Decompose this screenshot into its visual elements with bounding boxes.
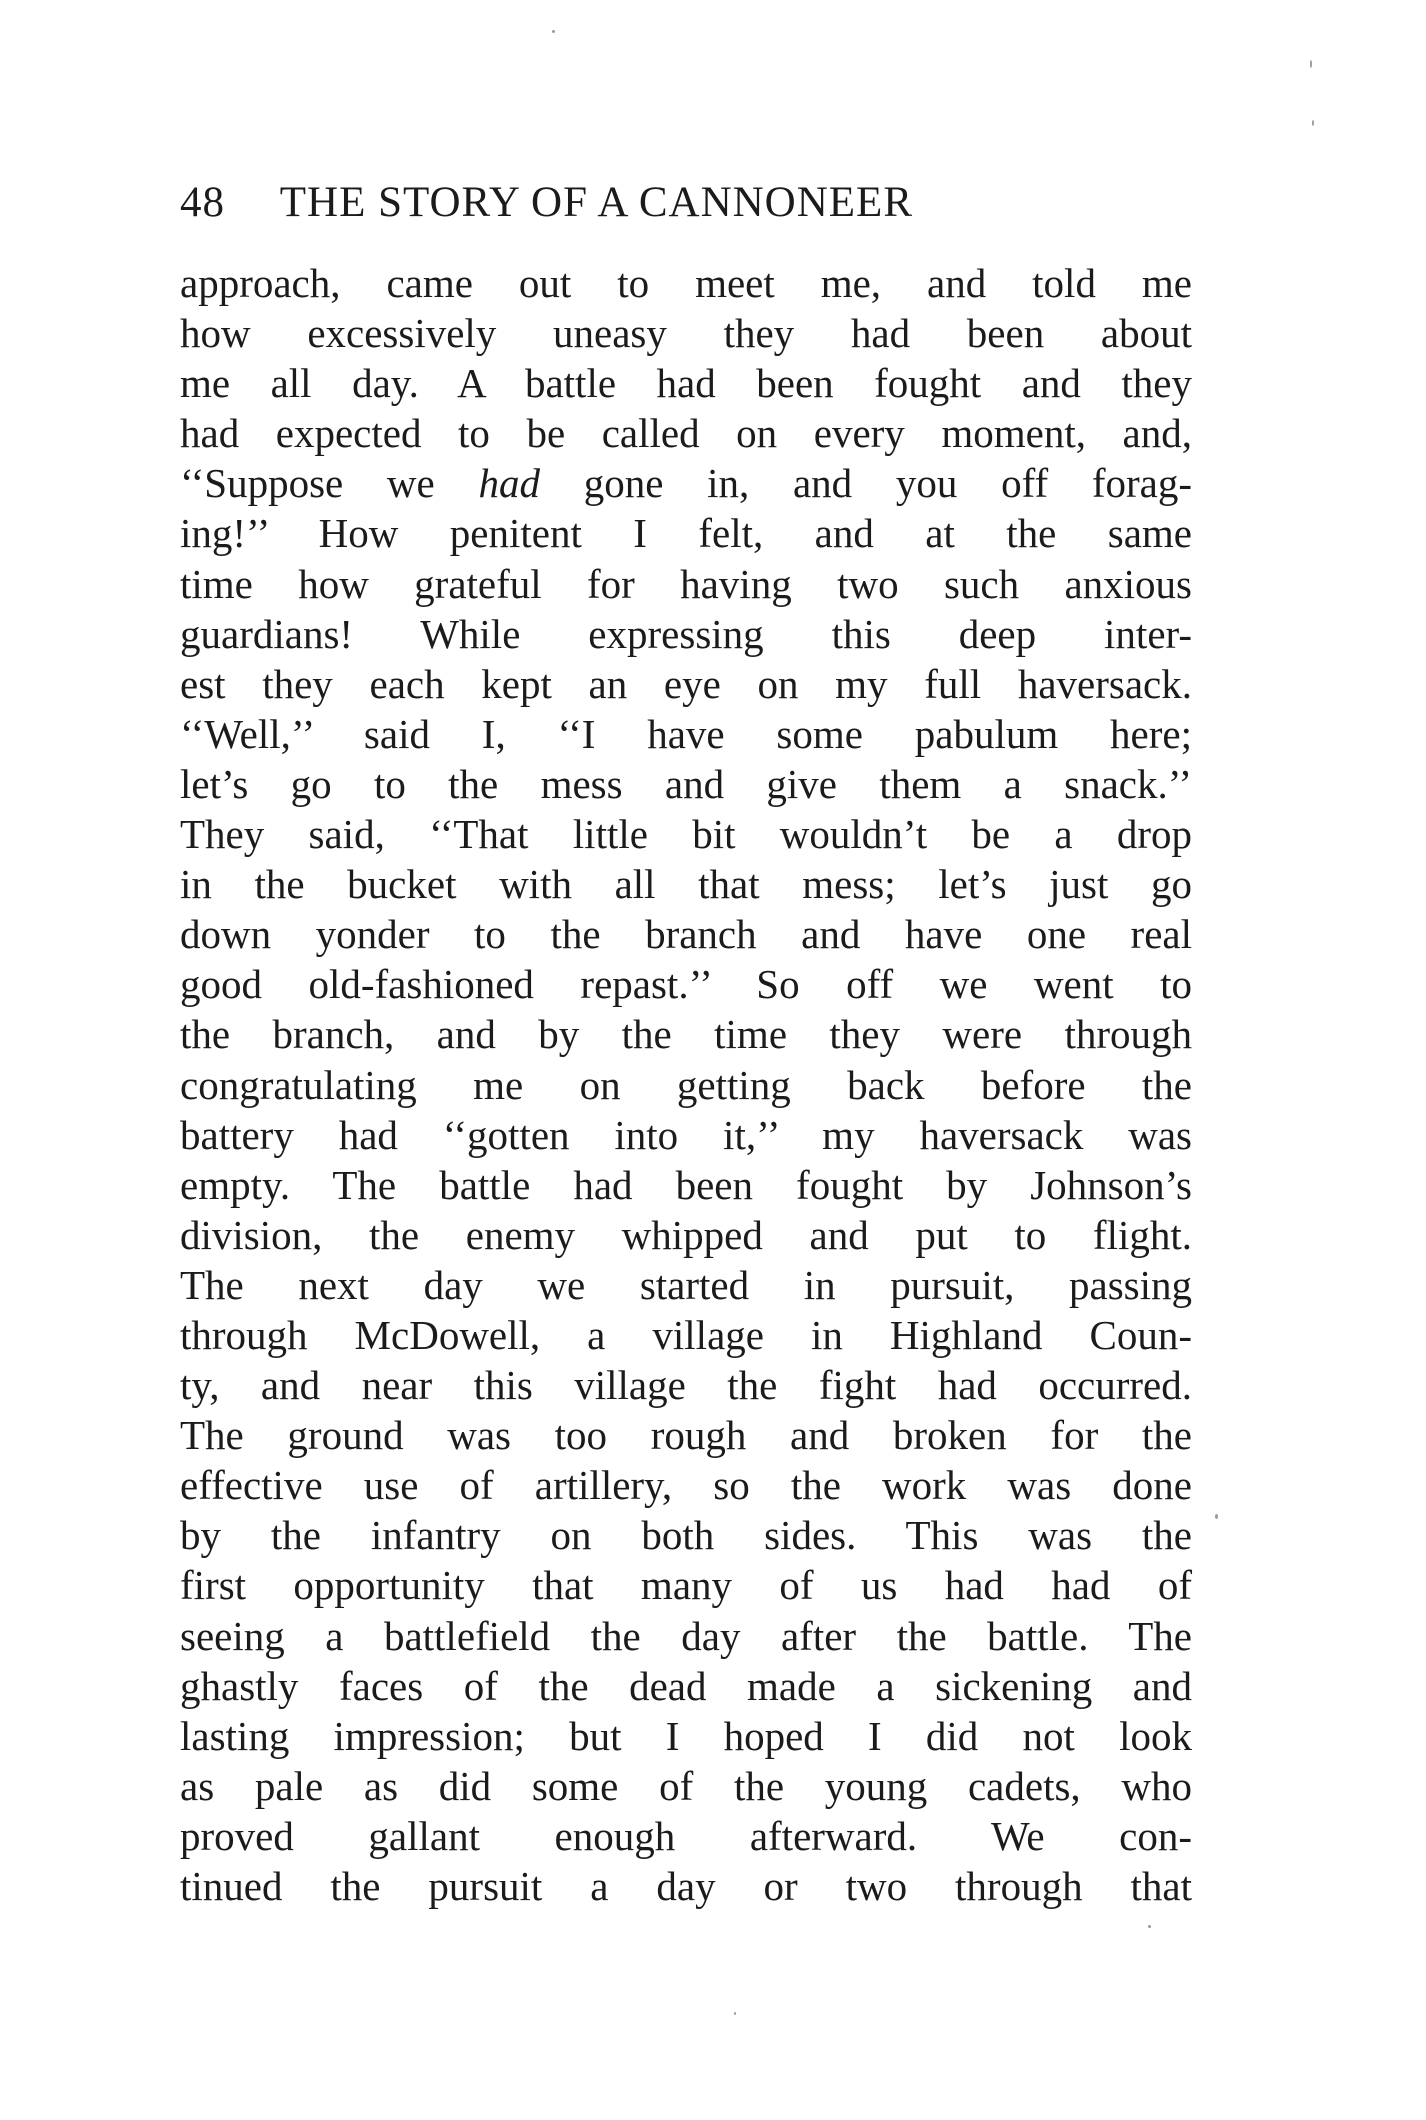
text-line: tinued the pursuit a day or two through that	[180, 1863, 1192, 1909]
text-line: down yonder to the branch and have one real	[180, 911, 1192, 958]
text-line: ghastly faces of the dead made a sickening and	[180, 1662, 1192, 1709]
paper-speck	[734, 2012, 736, 2015]
paper-speck	[1148, 1925, 1151, 1928]
running-head	[180, 178, 1200, 238]
text-line: The ground was too rough and broken for the	[180, 1412, 1192, 1459]
paper-speck	[1310, 60, 1312, 68]
text-line: good old-fashioned repast.’’ So off we went to	[180, 961, 1192, 1008]
page-number: 48	[180, 179, 225, 226]
text-line: lasting impression; but I hoped I did not look	[180, 1712, 1192, 1759]
paper-speck	[1215, 1514, 1218, 1519]
text-line: let’s go to the mess and give them a snack.’’	[180, 760, 1192, 807]
text-line: They said, ‘‘That little bit wouldn’t be a drop	[180, 811, 1192, 858]
text-line: first opportunity that many of us had had of	[180, 1562, 1192, 1609]
paper-speck	[1312, 120, 1314, 126]
text-line: battery had ‘‘gotten into it,’’ my haversack was	[180, 1111, 1192, 1158]
text-line: congratulating me on getting back before the	[180, 1061, 1192, 1108]
text-segment: gone in, and you off forag-	[583, 460, 1193, 507]
text-line: as pale as did some of the young cadets, who	[180, 1762, 1192, 1809]
text-line: seeing a battlefield the day after the battle. The	[180, 1612, 1192, 1659]
text-line: guardians! While expressing this deep inter-	[180, 610, 1192, 657]
emphasis-text: had	[478, 460, 540, 507]
body-text	[180, 258, 1192, 1911]
text-line: empty. The battle had been fought by Johnson’s	[180, 1161, 1192, 1208]
text-line: division, the enemy whipped and put to flight.	[180, 1211, 1192, 1258]
text-line	[180, 458, 1192, 508]
text-line: by the infantry on both sides. This was the	[180, 1512, 1192, 1559]
text-line: had expected to be called on every moment, and,	[180, 410, 1192, 457]
text-line: proved gallant enough afterward. We con-	[180, 1812, 1192, 1859]
text-line: time how grateful for having two such anxious	[180, 560, 1192, 607]
text-line: me all day. A battle had been fought and they	[180, 360, 1192, 407]
text-line: est they each kept an eye on my full haversack.	[180, 660, 1192, 707]
text-line: effective use of artillery, so the work was done	[180, 1462, 1192, 1509]
text-line: in the bucket with all that mess; let’s just go	[180, 861, 1192, 908]
text-line: The next day we started in pursuit, passing	[180, 1261, 1192, 1308]
text-line: ing!’’ How penitent I felt, and at the same	[180, 510, 1192, 557]
text-line: approach, came out to meet me, and told me	[180, 260, 1192, 306]
text-segment: ‘‘Suppose we	[180, 460, 435, 507]
text-line: the branch, and by the time they were through	[180, 1011, 1192, 1058]
text-line: ty, and near this village the fight had occurred.	[180, 1362, 1192, 1409]
text-line: how excessively uneasy they had been about	[180, 310, 1192, 357]
text-line: through McDowell, a village in Highland Coun-	[180, 1311, 1192, 1358]
paper-speck	[552, 30, 555, 33]
running-title: THE STORY OF A CANNONEER	[279, 179, 913, 226]
text-line: ‘‘Well,’’ said I, ‘‘I have some pabulum here;	[180, 710, 1192, 757]
